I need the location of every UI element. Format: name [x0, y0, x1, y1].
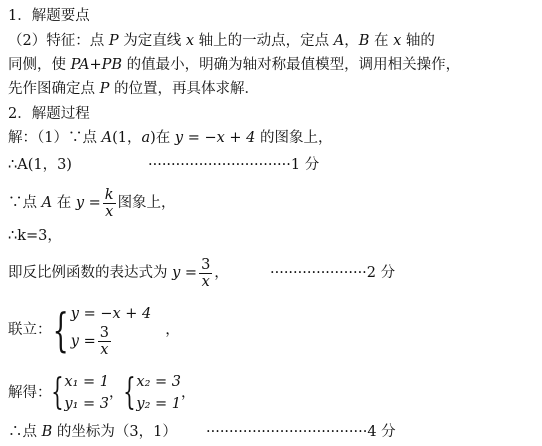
var-a: A	[41, 195, 53, 211]
solution-line-2	[8, 155, 320, 175]
brace-icon: {	[50, 372, 64, 413]
expr-pa-pb: PA+PB	[70, 57, 123, 73]
text: 解得：	[8, 385, 52, 401]
paragraph-line-1	[8, 31, 435, 51]
solution-line-8	[8, 422, 396, 442]
paragraph-line-3	[8, 79, 259, 99]
text: （2）特征：点	[8, 33, 109, 49]
var-p: P	[99, 81, 110, 97]
x1-value: x₁ = 1	[64, 374, 109, 390]
brace-icon: {	[122, 372, 136, 413]
text: ∴点	[8, 424, 42, 440]
text: 在	[52, 195, 76, 211]
text: ，	[165, 322, 180, 338]
brace-icon: {	[52, 303, 69, 357]
text: ，	[181, 385, 196, 401]
var-x: x	[185, 33, 195, 49]
numerator: 3	[99, 324, 109, 341]
var-a-lower: a	[141, 130, 151, 146]
solution-set-2	[136, 371, 181, 415]
equation-system	[71, 303, 151, 358]
var-x: x	[393, 33, 402, 49]
heading-key-points: 1．解题要点	[8, 8, 90, 24]
text: 的位置，再具体求解．	[109, 81, 259, 97]
text: 在	[369, 33, 394, 49]
text: 的值最小，明确为轴对称最值模型，调用相关操作，	[122, 57, 461, 73]
text: ，	[344, 33, 359, 49]
var-b: B	[358, 33, 370, 49]
var-b: B	[41, 424, 53, 440]
denominator: x	[201, 273, 210, 290]
x2-value: x₂ = 3	[136, 374, 182, 390]
numerator: k	[104, 186, 114, 203]
text: 的坐标为（3，1）	[52, 424, 177, 440]
text: 即反比例函数的表达式为	[8, 265, 173, 281]
fraction-k-over-x	[103, 187, 116, 220]
numerator: 3	[201, 256, 211, 273]
equation-linear: y = −x + 4	[174, 130, 256, 146]
text: 轴的	[401, 33, 435, 49]
text: 解：（1）∵点	[8, 130, 102, 146]
text: ，	[109, 385, 124, 401]
text: 联立：	[8, 322, 52, 338]
solution-line-7	[8, 370, 196, 416]
system-eq-1: y = −x + 4	[70, 305, 152, 322]
paragraph-line-2	[8, 55, 460, 75]
y1-value: y₁ = 3	[64, 396, 110, 412]
system-eq-2	[71, 325, 151, 358]
solution-set-1	[64, 371, 109, 415]
denominator: x	[105, 203, 114, 220]
heading-solution-process: 2．解题过程	[8, 106, 90, 122]
denominator: x	[100, 341, 109, 358]
y-equals: y =	[172, 265, 198, 281]
fraction-3-over-x	[199, 257, 212, 290]
score-dots-4: ···································4 分	[206, 424, 396, 440]
text: 为定直线	[118, 33, 186, 49]
var-a: A	[333, 33, 345, 49]
var-p: P	[108, 33, 119, 49]
y-equals: y =	[70, 333, 96, 349]
text: 轴上的一动点，定点	[194, 33, 334, 49]
solution-line-6	[8, 298, 180, 362]
var-a: A	[101, 130, 113, 146]
score-dots-1: ·······························1 分	[148, 157, 320, 173]
text: ∵点	[8, 195, 42, 211]
text: ，	[214, 265, 229, 281]
solution-line-3	[8, 184, 176, 222]
text: 图象上，	[117, 195, 176, 211]
point-a-result: ∴A(1，3)	[8, 157, 72, 173]
text: 的图象上，	[255, 130, 333, 146]
text: )在	[150, 130, 175, 146]
solution-line-5	[8, 254, 396, 292]
score-dots-2: ·····················2 分	[270, 265, 396, 281]
text: 先作图确定点	[8, 81, 100, 97]
y-equals: y =	[75, 195, 101, 211]
text: 同侧，使	[8, 57, 71, 73]
solution-line-1	[8, 128, 333, 148]
text: (1，	[112, 130, 142, 146]
solution-line-4: ∴k=3，	[8, 228, 62, 244]
y2-value: y₂ = 1	[136, 396, 182, 412]
fraction-3-over-x	[98, 325, 111, 358]
